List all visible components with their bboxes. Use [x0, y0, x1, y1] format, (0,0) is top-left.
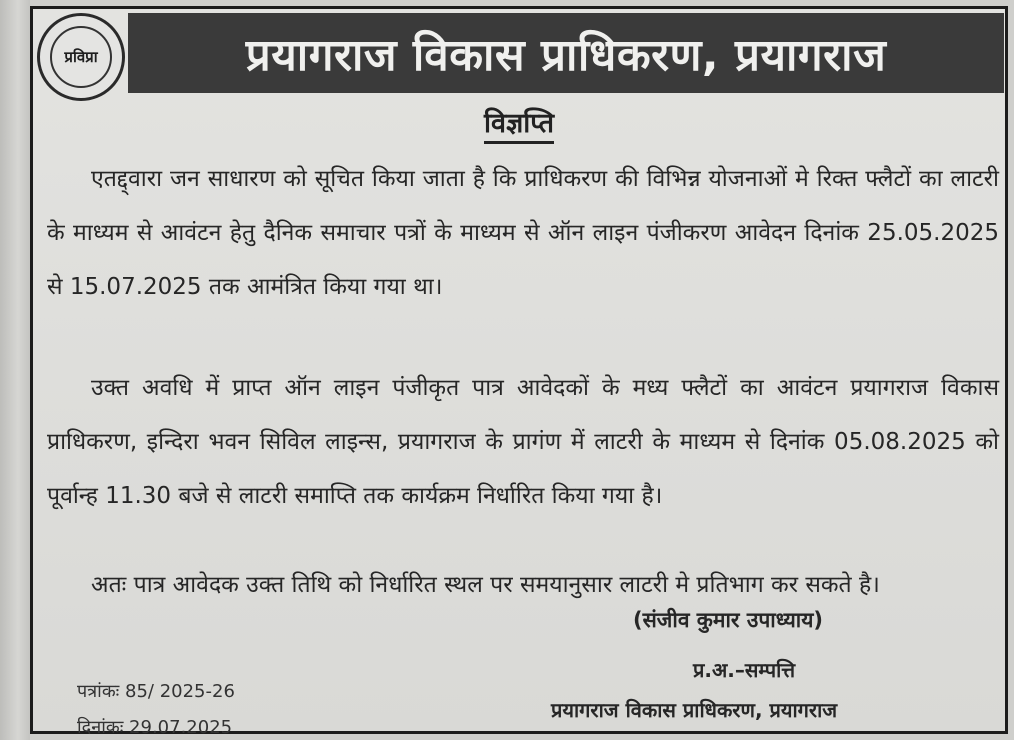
letter-number: पत्रांकः 85/ 2025-26: [77, 681, 235, 702]
notice-paragraph-2: उक्त अवधि में प्राप्त ऑन लाइन पंजीकृत पात्र आवेदकों के मध्य फ्लैटों का आवंटन प्रयागराज विकास प्राधिकरण, इन्दिरा भवन सिविल लाइन्स, प्रयागराज के प्रागंण में लाटरी के माध्यम से दिनांक 05.08.2025 को पूर्वान्ह 11.30 बजे से लाटरी समाप्ति तक कार्यक्रम निर्धारित किया गया है।: [47, 375, 999, 509]
logo-text: प्रविप्रा: [64, 48, 98, 66]
logo-emblem: [50, 26, 112, 88]
signatory-designation: प्र.अ.–सम्पत्ति: [693, 658, 796, 682]
letter-date: दिनांकः 29.07.2025: [77, 717, 233, 738]
header-banner: [128, 13, 1004, 93]
signatory-office: प्रयागराज विकास प्राधिकरण, प्रयागराज: [551, 698, 838, 722]
notice-paragraph-1: एतद्द्वारा जन साधारण को सूचित किया जाता है कि प्राधिकरण की विभिन्न योजनाओं मे रिक्त फ्लैटों का लाटरी के माध्यम से आवंटन हेतु दैनिक समाचार पत्रों के माध्यम से ऑन लाइन पंजीकरण आवेदन दिनांक 25.05.2025 से 15.07.2025 तक आमंत्रित किया गया था।: [47, 166, 999, 300]
signatory-name: (संजीव कुमार उपाध्याय): [633, 608, 823, 632]
notice-heading-text: विज्ञप्ति: [484, 108, 554, 144]
notice-heading: [33, 103, 1005, 140]
header-title: प्रयागराज विकास प्राधिकरण, प्रयागराज: [245, 30, 887, 81]
notice-box: [30, 6, 1008, 738]
adjacent-newspaper-column: [0, 0, 30, 740]
notice-paragraph-3: अतः पात्र आवेदक उक्त तिथि को निर्धारित स्थल पर समयानुसार लाटरी मे प्रतिभाग कर सकते है।: [91, 572, 880, 598]
authority-logo: [37, 13, 125, 101]
